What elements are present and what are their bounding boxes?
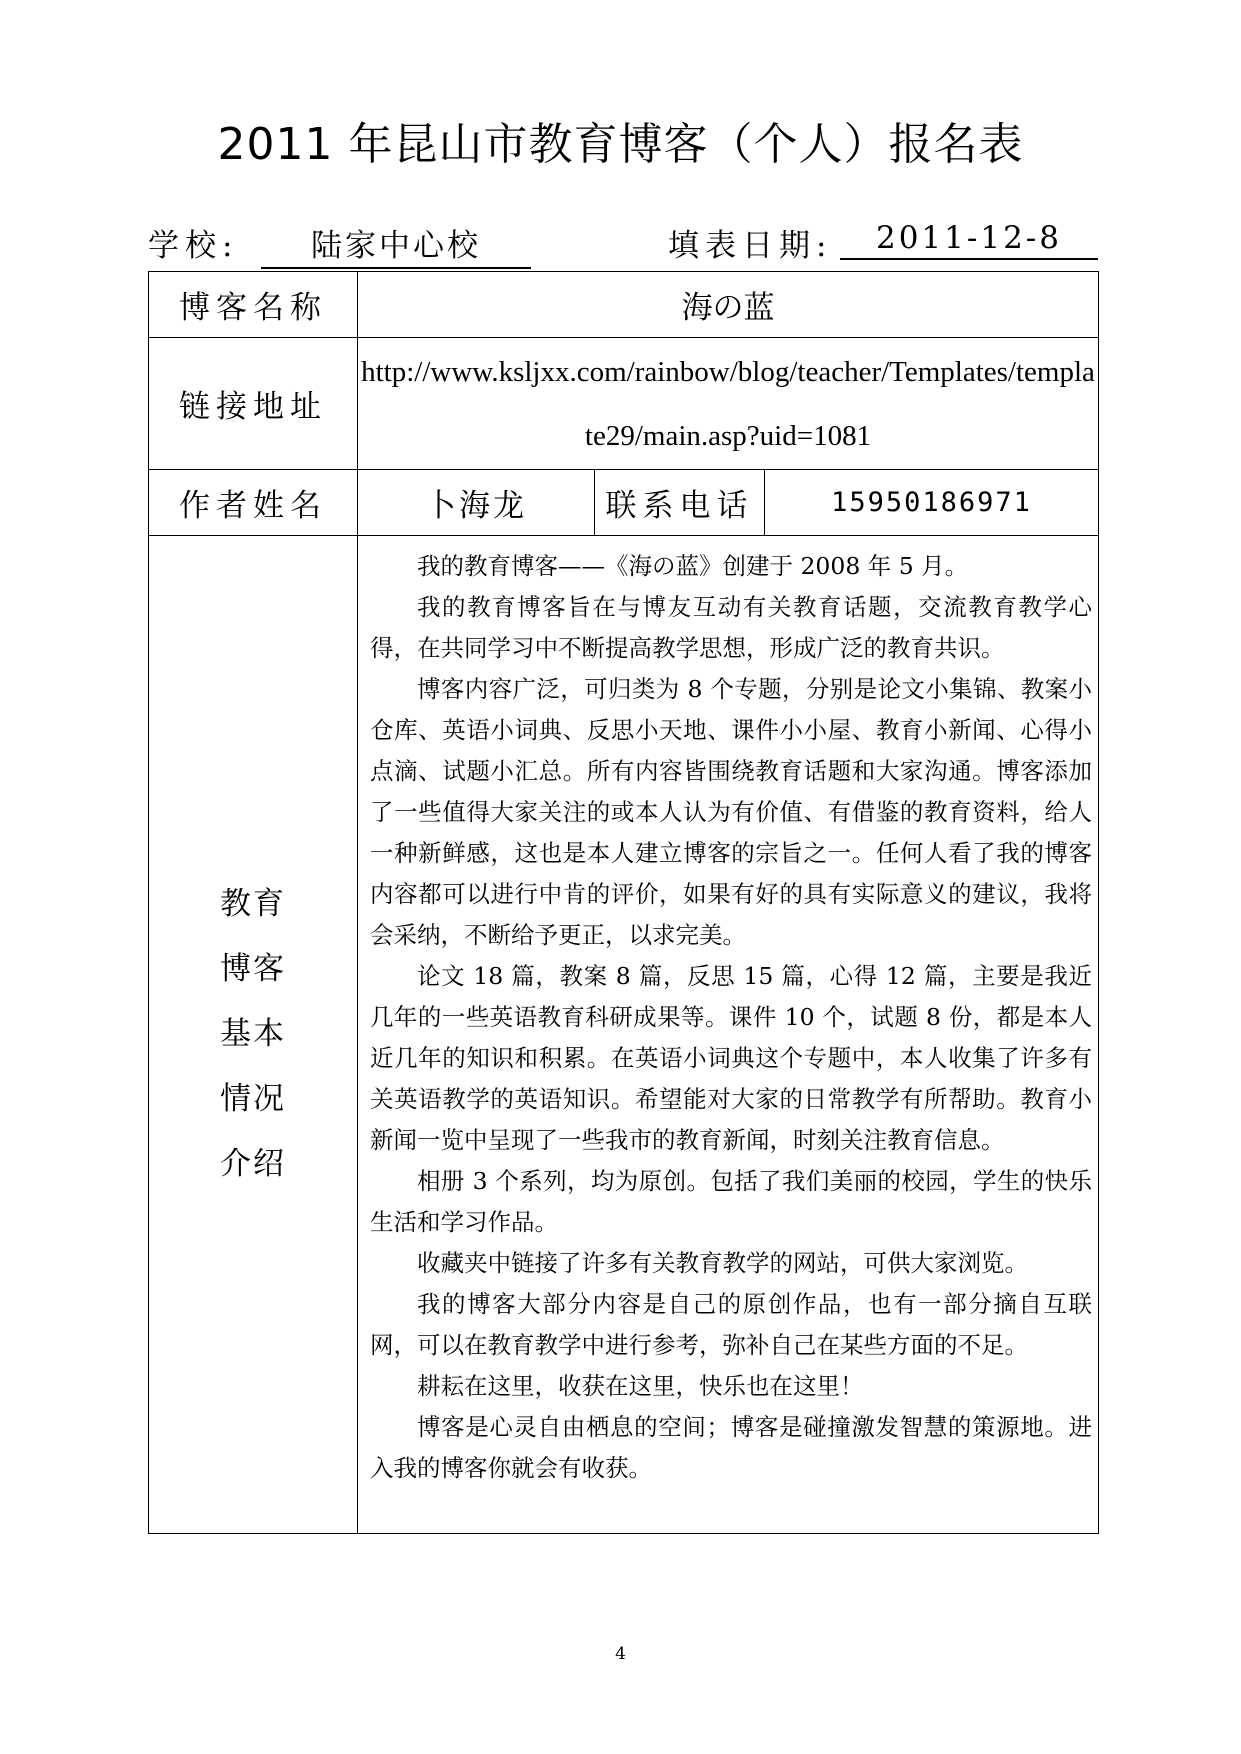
blog-name-label: 博客名称 [149,272,358,338]
link-row [149,338,1099,470]
date-label: 填表日期: [668,228,833,264]
registration-table [148,271,1099,1534]
blog-name-row [149,272,1099,338]
link-label: 链接地址 [149,338,358,470]
author-value: 卜海龙 [358,470,595,536]
intro-paragraph: 我的教育博客旨在与博友互动有关教育话题，交流教育教学心得，在共同学习中不断提高教学思想，形成广泛的教育共识。 [370,593,1093,662]
intro-paragraph: 收藏夹中链接了许多有关教育教学的网站，可供大家浏览。 [417,1249,1028,1277]
school-label: 学校: [148,228,239,264]
blog-name-value: 海の蓝 [358,272,1099,338]
intro-paragraph: 论文 18 篇，教案 8 篇，反思 15 篇，心得 12 篇，主要是我近几年的一些英语教育科研成果等。课件 10 个，试题 8 份，都是本人近几年的知识和积累。在英语小词典这个专题中，本人收集了许多有关英语教学的英语知识。希望能对大家的日常教学有所帮助。教育小新闻一览中呈现了一些我市的教育新闻，时刻关注教育信息。 [370,962,1093,1154]
intro-paragraph: 耕耘在这里，收获在这里，快乐也在这里！ [417,1372,864,1400]
author-label: 作者姓名 [149,470,358,536]
link-value: http://www.ksljxx.com/rainbow/blog/teacher/Templates/template29/main.asp?uid=1081 [358,338,1099,470]
document-title: 2011 年昆山市教育博客（个人）报名表 [217,119,1024,170]
intro-paragraph: 相册 3 个系列，均为原创。包括了我们美丽的校园，学生的快乐生活和学习作品。 [370,1167,1093,1236]
intro-label-line: 博客 [220,951,286,987]
intro-label [149,536,358,1534]
header-row [148,212,1098,264]
intro-label-line: 教育 [220,886,286,922]
phone-label: 联系电话 [595,470,765,536]
intro-label-line: 基本 [220,1016,286,1052]
intro-paragraph: 我的教育博客——《海の蓝》创建于 2008 年 5 月。 [417,552,969,580]
intro-label-line: 介绍 [220,1146,286,1182]
intro-content [358,536,1099,1534]
school-value: 陆家中心校 [261,220,531,269]
intro-label-line: 情况 [220,1081,286,1117]
author-row [149,470,1099,536]
phone-value: 15950186971 [765,470,1099,536]
intro-paragraph: 博客是心灵自由栖息的空间；博客是碰撞激发智慧的策源地。进入我的博客你就会有收获。 [370,1413,1093,1482]
date-value: 2011-12-8 [840,220,1098,260]
intro-row [149,536,1099,1534]
intro-paragraph: 博客内容广泛，可归类为 8 个专题，分别是论文小集锦、教案小仓库、英语小词典、反思小天地、课件小小屋、教育小新闻、心得小点滴、试题小汇总。所有内容皆围绕教育话题和大家沟通。博客添加了一些值得大家关注的或本人认为有价值、有借鉴的教育资料，给人一种新鲜感，这也是本人建立博客的宗旨之一。任何人看了我的博客内容都可以进行中肯的评价，如果有好的具有实际意义的建议，我将会采纳，不断给予更正，以求完美。 [370,675,1093,949]
intro-paragraph: 我的博客大部分内容是自己的原创作品，也有一部分摘自互联网，可以在教育教学中进行参考，弥补自己在某些方面的不足。 [370,1290,1093,1359]
page-number: 4 [615,1644,626,1664]
